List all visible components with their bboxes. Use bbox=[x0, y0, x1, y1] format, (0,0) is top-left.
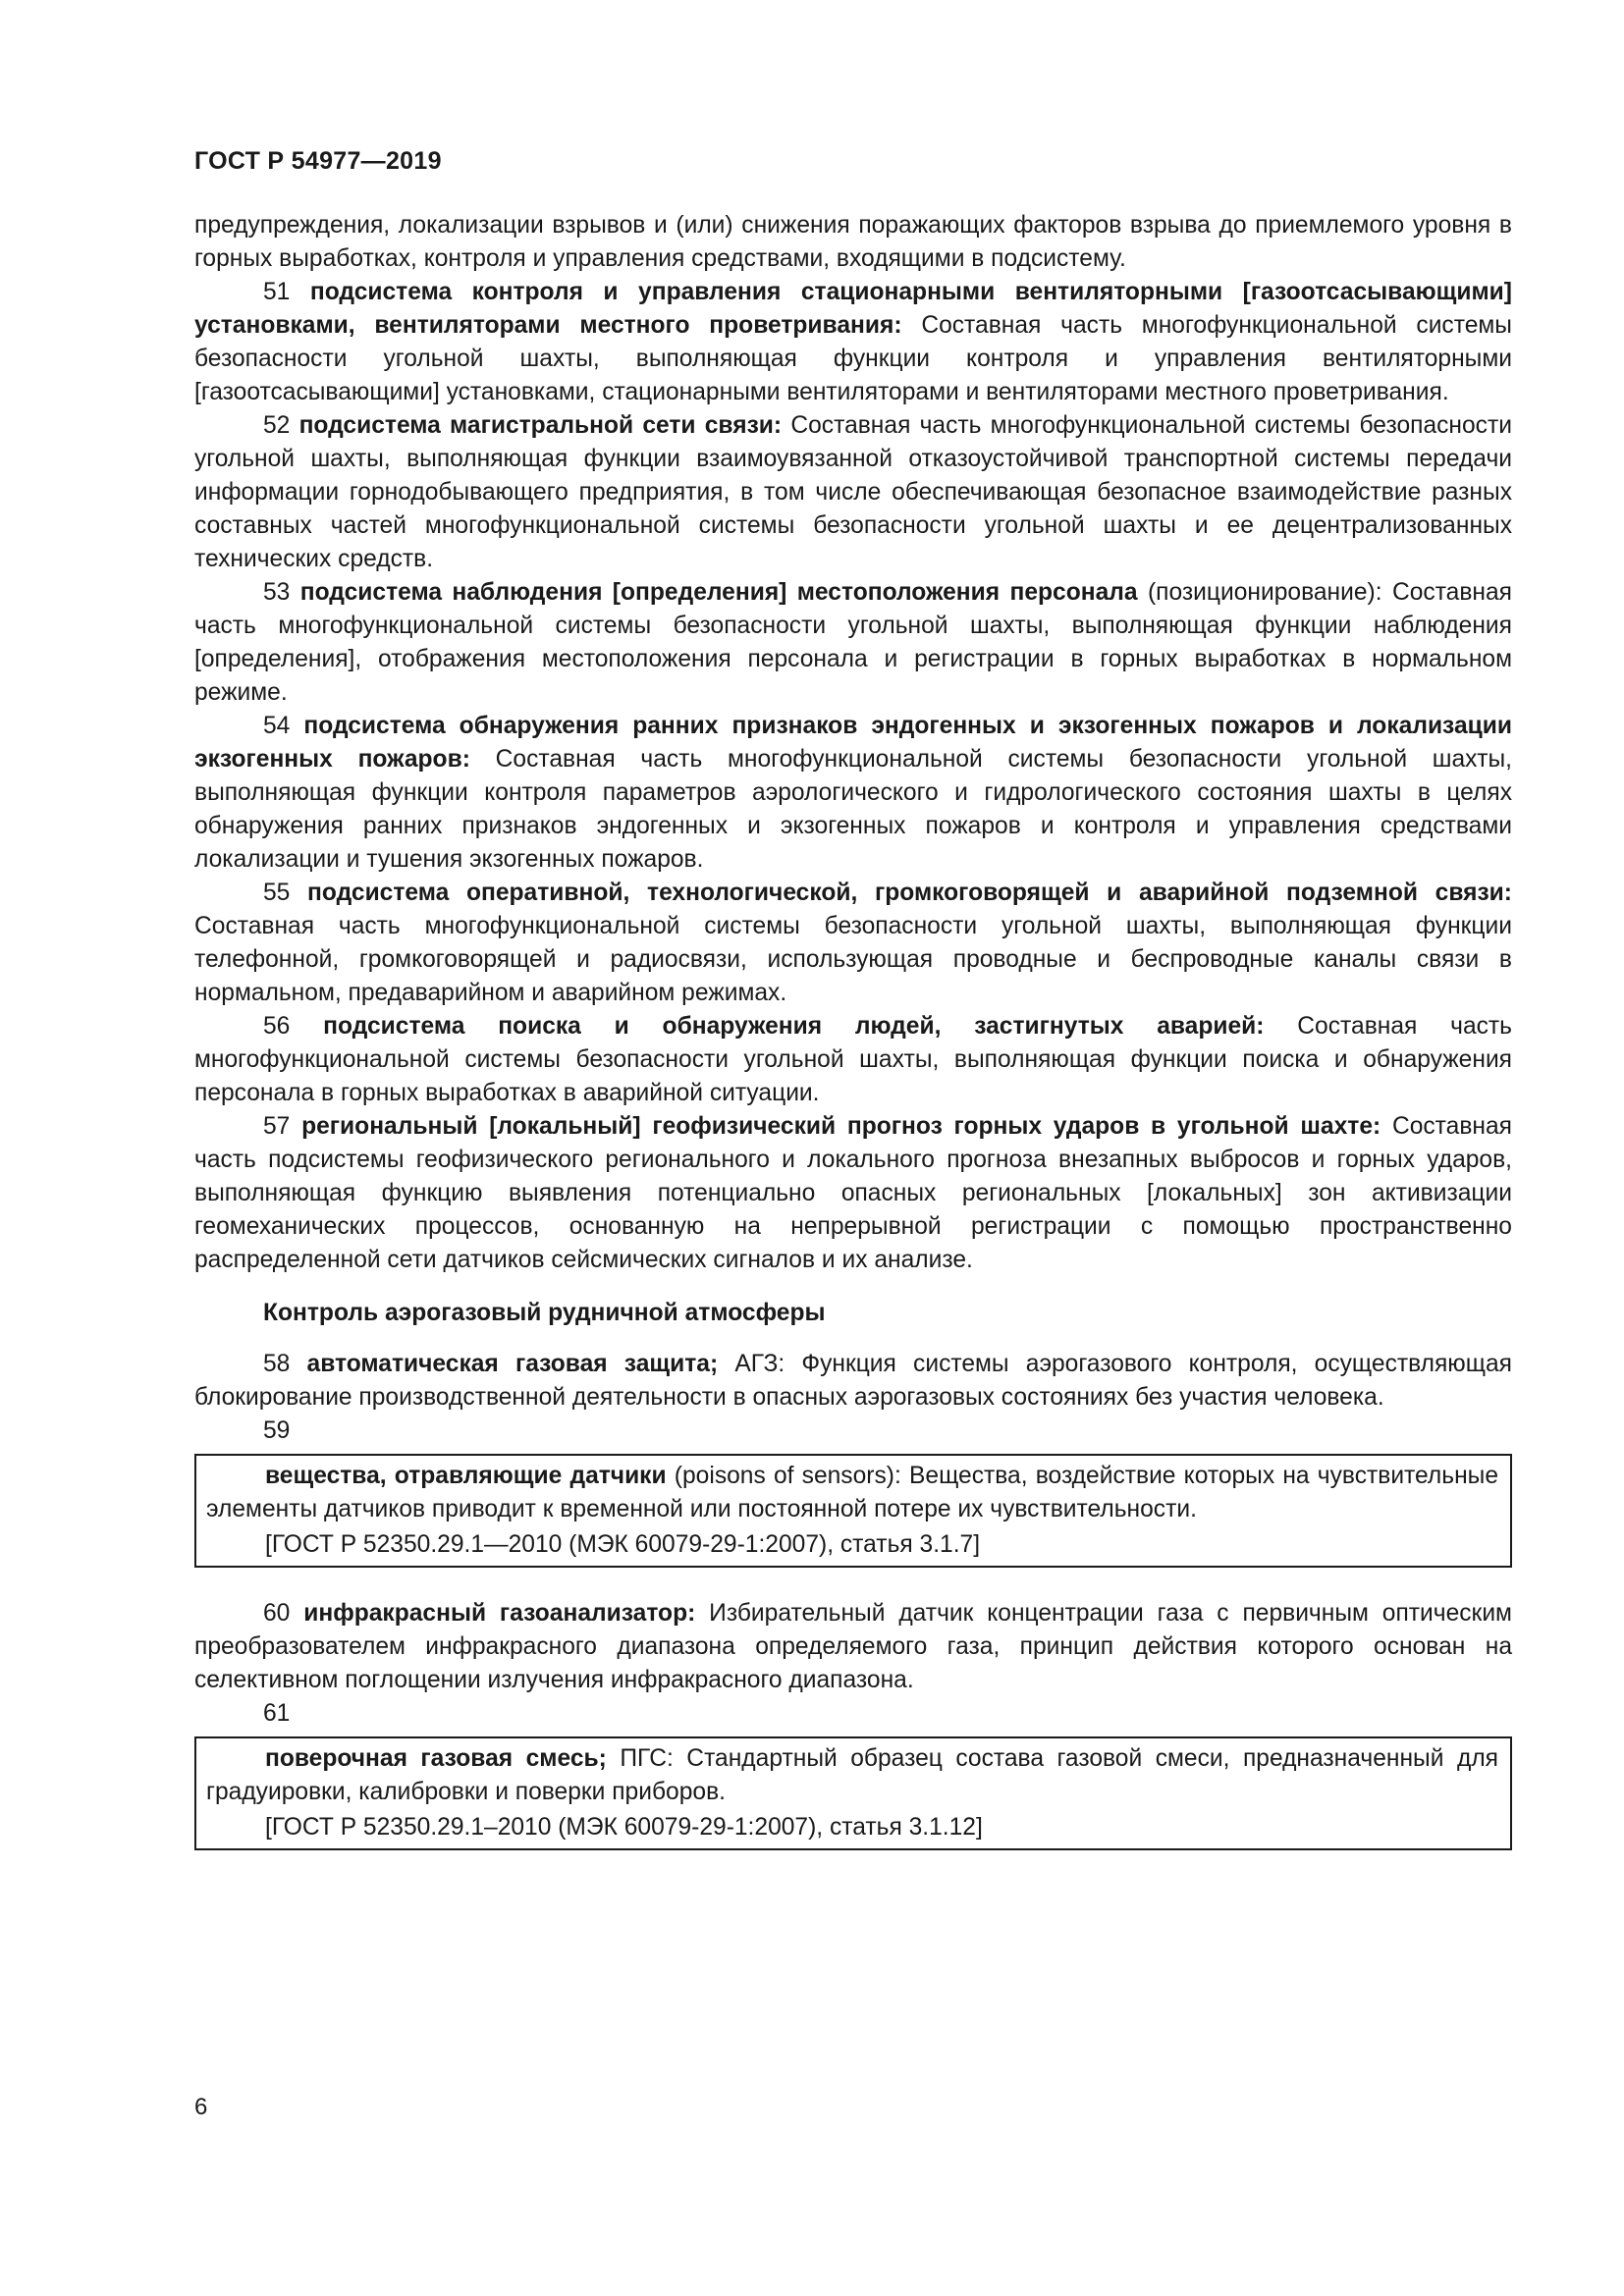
page-number: 6 bbox=[194, 2094, 208, 2120]
term-number: 56 bbox=[263, 1013, 291, 1040]
term-definition: Вещества, воздействие которых на чувствительные элементы датчиков приводит к временной или постоянной потере их чувствительности. bbox=[206, 1463, 1499, 1522]
term-number: 60 bbox=[263, 1600, 291, 1627]
term-definition: Составная часть многофункциональной системы безопасности угольной шахты, выполняющая функции телефонной, громкоговорящей и радиосвязи, использующая проводные и беспроводные каналы связи в нормальном, предаварийном и аварийном режимах. bbox=[194, 913, 1512, 1006]
term-entry-58 bbox=[194, 1348, 1512, 1415]
term-entry-57 bbox=[194, 1110, 1512, 1277]
term-suffix: (poisons of sensors): bbox=[666, 1463, 901, 1489]
term-title: поверочная газовая смесь; bbox=[265, 1745, 607, 1772]
term-entry-54 bbox=[194, 710, 1512, 877]
term-suffix: (позиционирование): bbox=[1137, 579, 1382, 606]
term-number: 52 bbox=[263, 412, 291, 439]
term-source-61: [ГОСТ Р 52350.29.1–2010 (МЭК 60079-29-1:2007), статья 3.1.12] bbox=[265, 1814, 983, 1841]
term-definition: Составная часть многофункциональной системы безопасности угольной шахты, выполняющая функции контроля параметров аэрологического и гидрологического состояния шахты в целях обнаружения ранних признаков эндогенных и экзогенных пожаров и контроля и управления средствами локализации и тушения экзогенных пожаров. bbox=[194, 746, 1512, 873]
term-entry-60 bbox=[194, 1597, 1512, 1697]
term-definition: Составная часть многофункциональной системы безопасности угольной шахты, выполняющая функции поиска и обнаружения персонала в горных выработках в аварийной ситуации. bbox=[194, 1013, 1512, 1106]
term-title: подсистема контроля и управления стационарными вентиляторными [газоотсасывающими] установками, вентиляторами местного проветривания: bbox=[194, 279, 1512, 339]
document-page bbox=[194, 147, 1512, 1880]
term-entry-52 bbox=[194, 409, 1512, 576]
term-title: подсистема магистральной сети связи: bbox=[298, 412, 783, 439]
term-entry-61 bbox=[206, 1742, 1498, 1809]
term-title: вещества, отравляющие датчики bbox=[265, 1463, 667, 1489]
intro-continuation: предупреждения, локализации взрывов и (или) снижения поражающих факторов взрыва до приемлемого уровня в горных выработках, контроля и управления средствами, входящими в подсистему. bbox=[194, 212, 1512, 272]
term-definition: Составная часть многофункциональной системы безопасности угольной шахты, выполняющая функции взаимоувязанной отказоустойчивой транспортной системы передачи информации горнодобывающего предприятия, в том числе обеспечивающая безопасное взаимодействие разных составных частей многофункциональной системы безопасности угольной шахты и ее децентрализованных технических средств. bbox=[194, 412, 1512, 572]
term-number: 53 bbox=[263, 579, 291, 606]
term-entry-55 bbox=[194, 877, 1512, 1010]
term-title: подсистема обнаружения ранних признаков эндогенных и экзогенных пожаров и локализации экзогенных пожаров: bbox=[194, 713, 1512, 773]
term-definition: АГЗ: Функция системы аэрогазового контроля, осуществляющая блокирование производственной деятельности в опасных аэрогазовых состояниях без участия человека. bbox=[194, 1351, 1512, 1411]
body-text bbox=[194, 209, 1512, 1277]
document-id-header: ГОСТ Р 54977—2019 bbox=[194, 147, 442, 175]
body-text-60 bbox=[194, 1597, 1512, 1697]
term-definition: ПГС: Стандартный образец состава газовой смеси, предназначенный для градуировки, калибровки и поверки приборов. bbox=[206, 1745, 1498, 1805]
term-entry-59 bbox=[206, 1460, 1498, 1526]
term-number: 58 bbox=[263, 1351, 291, 1377]
term-entry-51 bbox=[194, 276, 1512, 409]
term-title: региональный [локальный] геофизический прогноз горных ударов в угольной шахте: bbox=[301, 1113, 1381, 1140]
term-definition: Избирательный датчик концентрации газа с первичным оптическим преобразователем инфракрасного диапазона определяемого газа, принцип действия которого основан на селективном поглощении излучения инфракрасного диапазона. bbox=[194, 1600, 1512, 1693]
term-source-59: [ГОСТ Р 52350.29.1—2010 (МЭК 60079-29-1:2007), статья 3.1.7] bbox=[265, 1531, 981, 1558]
term-entry-56 bbox=[194, 1010, 1512, 1110]
term-number: 54 bbox=[263, 713, 291, 739]
term-title: инфракрасный газоанализатор: bbox=[303, 1600, 696, 1627]
term-number: 55 bbox=[263, 880, 291, 906]
term-number: 57 bbox=[263, 1113, 291, 1140]
term-title: автоматическая газовая защита; bbox=[306, 1351, 719, 1377]
section-heading: Контроль аэрогазовый рудничной атмосферы bbox=[263, 1300, 826, 1326]
term-number-59: 59 bbox=[263, 1417, 291, 1444]
body-text-section bbox=[194, 1348, 1512, 1415]
term-entry-53 bbox=[194, 576, 1512, 710]
term-number: 51 bbox=[263, 279, 291, 305]
term-title: подсистема наблюдения [определения] местоположения персонала bbox=[299, 579, 1138, 606]
term-definition: Составная часть многофункциональной системы безопасности угольной шахты, выполняющая функции контроля и управления вентиляторными [газоотсасывающими] установками, стационарными вентиляторами и вентиляторами местного проветривания. bbox=[194, 312, 1512, 405]
term-box-59 bbox=[194, 1454, 1512, 1568]
term-number-61: 61 bbox=[263, 1700, 291, 1727]
term-title: подсистема оперативной, технологической, громкоговорящей и аварийной подземной связи: bbox=[307, 880, 1512, 906]
term-title: подсистема поиска и обнаружения людей, застигнутых аварией: bbox=[323, 1013, 1265, 1040]
term-box-61 bbox=[194, 1736, 1512, 1850]
term-definition: Составная часть подсистемы геофизического регионального и локального прогноза внезапных выбросов и горных ударов, выполняющая функцию выявления потенциально опасных региональных [локальных] зон активизации геомеханических процессов, основанную на непрерывной регистрации с помощью пространственно распределенной сети датчиков сейсмических сигналов и их анализе. bbox=[194, 1113, 1512, 1273]
term-definition: Составная часть многофункциональной системы безопасности угольной шахты, выполняющая функции наблюдения [определения], отображения местоположения персонала и регистрации в горных выработках в нормальном режиме. bbox=[194, 579, 1512, 706]
